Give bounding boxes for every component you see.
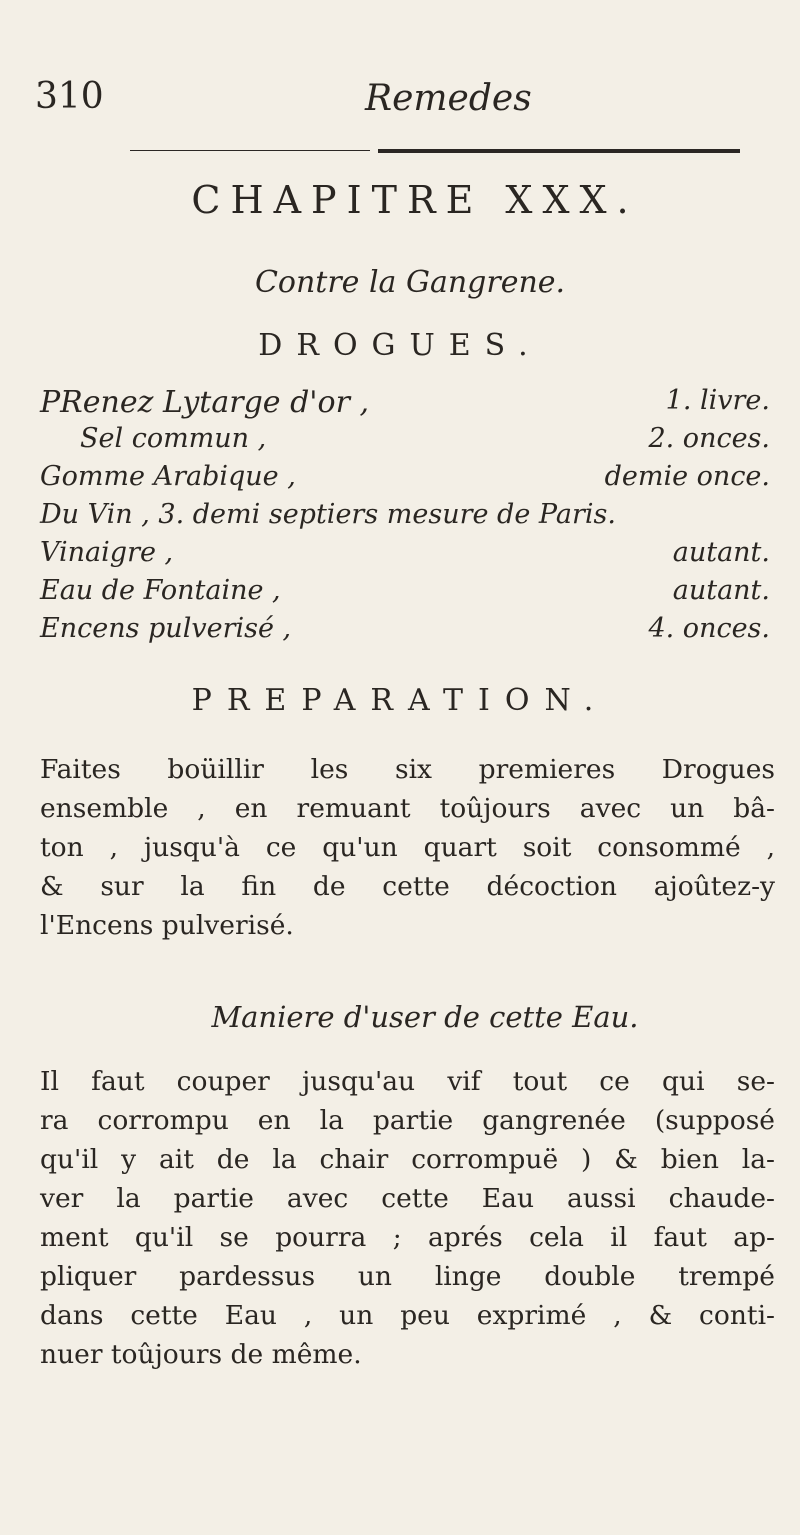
header-rule-thick	[378, 149, 740, 153]
drogue-row	[40, 423, 770, 463]
drogue-ingredient: Vinaigre ,	[40, 537, 174, 568]
drogue-quantity: 1. livre.	[665, 385, 770, 416]
text-line: ton , jusqu'à ce qu'un quart soit consommé ,	[40, 832, 775, 863]
drogue-ingredient: Gomme Arabique ,	[40, 461, 296, 492]
drogue-quantity: 2. onces.	[648, 423, 770, 454]
drogue-quantity: autant.	[672, 575, 770, 606]
text-line: dans cette Eau , un peu exprimé , & conti-	[40, 1300, 775, 1331]
drogue-row	[40, 461, 770, 501]
drogue-ingredient: Eau de Fontaine ,	[40, 575, 281, 606]
text-line: nuer toûjours de même.	[40, 1339, 362, 1370]
text-line: Il faut couper jusqu'au vif tout ce qui se-	[40, 1066, 775, 1097]
drogue-quantity: 4. onces.	[648, 613, 770, 644]
header-rule-thin	[130, 150, 370, 151]
text-line: ment qu'il se pourra ; aprés cela il faut ap-	[40, 1222, 775, 1253]
drogues-heading: DROGUES.	[258, 328, 542, 363]
drogue-row	[40, 537, 770, 577]
drogue-ingredient: PRenez Lytarge d'or ,	[40, 385, 369, 420]
usage-paragraph	[40, 1062, 775, 1374]
drogue-ingredient: Sel commun ,	[80, 423, 267, 454]
drogue-row	[40, 613, 770, 653]
usage-heading: Maniere d'user de cette Eau.	[211, 1000, 639, 1034]
text-line: l'Encens pulverisé.	[40, 910, 294, 941]
drogue-quantity: demie once.	[604, 461, 770, 492]
running-title: Remedes	[365, 78, 532, 119]
chapter-subtitle: Contre la Gangrene.	[254, 265, 566, 300]
text-line: & sur la fin de cette décoction ajoûtez-y	[40, 871, 775, 902]
drogue-row	[40, 499, 770, 539]
text-line: qu'il y ait de la chair corrompuë ) & bien la-	[40, 1144, 775, 1175]
drogue-ingredient: Du Vin , 3. demi septiers mesure de Paris.	[40, 499, 616, 530]
drogue-row	[40, 385, 770, 425]
text-line: ra corrompu en la partie gangrenée (supposé	[40, 1105, 775, 1136]
drogue-quantity: autant.	[672, 537, 770, 568]
preparation-paragraph	[40, 750, 775, 945]
preparation-heading: PREPARATION.	[191, 683, 609, 718]
text-line: ver la partie avec cette Eau aussi chaude-	[40, 1183, 775, 1214]
page-number: 310	[35, 76, 104, 117]
drogue-ingredient: Encens pulverisé ,	[40, 613, 292, 644]
text-line: pliquer pardessus un linge double trempé	[40, 1261, 775, 1292]
text-line: ensemble , en remuant toûjours avec un bâ-	[40, 793, 775, 824]
chapter-title: CHAPITRE XXX.	[191, 178, 639, 222]
text-line: Faites boüillir les six premieres Drogues	[40, 754, 775, 785]
drogue-row	[40, 575, 770, 615]
